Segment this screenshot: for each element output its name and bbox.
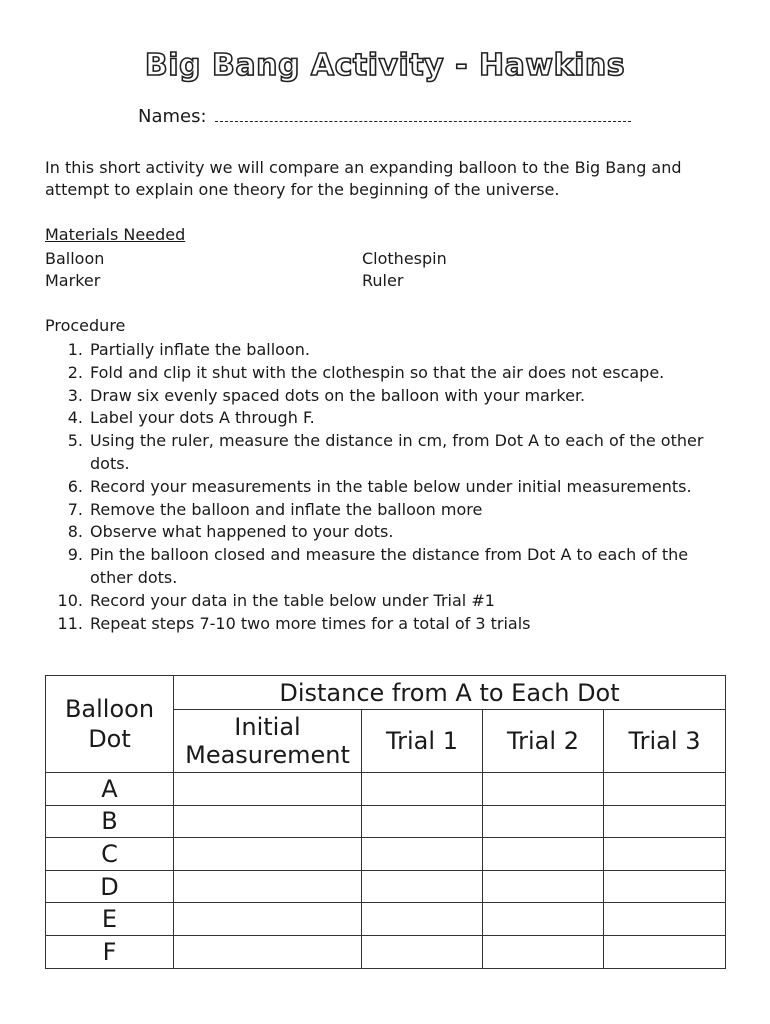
header-initial: Initial Measurement: [174, 710, 362, 773]
measurement-cell[interactable]: [174, 773, 362, 806]
step-text: Record your measurements in the table below under initial measurements.: [90, 476, 692, 496]
step-text: Pin the balloon closed and measure the distance from Dot A to each of the other dots.: [90, 545, 689, 587]
procedure-step: [45, 499, 735, 522]
step-text: Observe what happened to your dots.: [90, 522, 394, 542]
procedure-step: [45, 362, 735, 385]
measurement-cell[interactable]: [174, 805, 362, 838]
step-number: 7.: [67, 499, 83, 519]
step-number: 1.: [67, 340, 83, 359]
measurement-cell[interactable]: [604, 805, 726, 838]
header-distance: Distance from A to Each Dot: [174, 676, 726, 710]
header-trial-1: Trial 1: [362, 710, 483, 773]
procedure-step: [45, 385, 735, 408]
measurement-cell[interactable]: [362, 773, 483, 806]
dot-label: B: [46, 805, 174, 838]
measurement-cell[interactable]: [362, 870, 483, 903]
measurement-cell[interactable]: [604, 838, 726, 871]
measurement-cell[interactable]: [174, 935, 362, 968]
step-text: Partially inflate the balloon.: [90, 340, 310, 359]
measurement-cell[interactable]: [604, 935, 726, 968]
dot-label: F: [46, 935, 174, 968]
step-number: 8.: [67, 522, 83, 542]
table-row: [46, 838, 726, 871]
procedure-step: [45, 407, 735, 430]
procedure-step: [45, 339, 735, 362]
names-label: Names:: [138, 106, 207, 127]
material-item: Balloon: [45, 249, 105, 268]
step-text: Label your dots A through F.: [90, 408, 315, 428]
measurement-cell[interactable]: [362, 805, 483, 838]
procedure-step: [45, 430, 735, 476]
material-item: Clothespin: [362, 249, 447, 268]
measurement-cell[interactable]: [483, 870, 604, 903]
dot-label: C: [46, 838, 174, 871]
step-text: Using the ruler, measure the distance in cm, from Dot A to each of the other dots.: [90, 431, 704, 473]
measurement-cell[interactable]: [483, 773, 604, 806]
intro-paragraph: In this short activity we will compare an expanding balloon to the Big Bang and attempt to explain one theory for the beginning of the universe.: [45, 158, 682, 199]
measurement-cell[interactable]: [362, 935, 483, 968]
procedure-step: [45, 590, 735, 613]
procedure-step: [45, 476, 735, 499]
procedure-heading: Procedure: [45, 316, 126, 335]
measurement-cell[interactable]: [174, 903, 362, 936]
measurement-cell[interactable]: [174, 870, 362, 903]
materials-heading: Materials Needed: [45, 225, 186, 244]
step-number: 4.: [67, 408, 83, 428]
header-trial-3: Trial 3: [604, 710, 726, 773]
step-number: 3.: [67, 385, 83, 405]
header-balloon-dot: Balloon Dot: [46, 676, 174, 773]
procedure-step: [45, 521, 735, 544]
table-row: [46, 903, 726, 936]
dot-label: D: [46, 870, 174, 903]
measurement-cell[interactable]: [483, 935, 604, 968]
step-number: 5.: [67, 431, 83, 451]
dot-label: A: [46, 773, 174, 806]
step-text: Fold and clip it shut with the clothespin so that the air does not escape.: [90, 362, 665, 382]
table-row: [46, 870, 726, 903]
step-number: 9.: [67, 545, 83, 565]
header-trial-2: Trial 2: [483, 710, 604, 773]
table-row: [46, 935, 726, 968]
step-number: 2.: [67, 362, 83, 382]
measurement-cell[interactable]: [604, 870, 726, 903]
measurement-cell[interactable]: [604, 773, 726, 806]
measurement-cell[interactable]: [362, 903, 483, 936]
step-text: Draw six evenly spaced dots on the balloon with your marker.: [90, 385, 586, 405]
step-number: 11.: [57, 613, 83, 633]
measurement-cell[interactable]: [174, 838, 362, 871]
material-item: Marker: [45, 271, 101, 290]
table-body: [46, 773, 726, 969]
measurement-cell[interactable]: [362, 838, 483, 871]
page-title: Big Bang Activity - Hawkins: [144, 48, 626, 83]
step-text: Remove the balloon and inflate the balloon more: [90, 499, 483, 519]
dot-label: E: [46, 903, 174, 936]
names-row: [138, 106, 631, 127]
table-row: [46, 773, 726, 806]
data-table: [45, 675, 726, 969]
procedure-step: [45, 613, 735, 636]
step-number: 6.: [67, 476, 83, 496]
measurement-cell[interactable]: [483, 903, 604, 936]
material-item: Ruler: [362, 271, 404, 290]
step-number: 10.: [57, 590, 83, 610]
table-row: [46, 805, 726, 838]
procedure-steps: [45, 339, 735, 635]
measurement-cell[interactable]: [483, 805, 604, 838]
step-text: Record your data in the table below under Trial #1: [90, 590, 495, 610]
procedure-step: [45, 544, 735, 590]
measurement-cell[interactable]: [483, 838, 604, 871]
step-text: Repeat steps 7-10 two more times for a total of 3 trials: [90, 613, 531, 633]
measurement-cell[interactable]: [604, 903, 726, 936]
names-blank-line[interactable]: [215, 107, 631, 122]
